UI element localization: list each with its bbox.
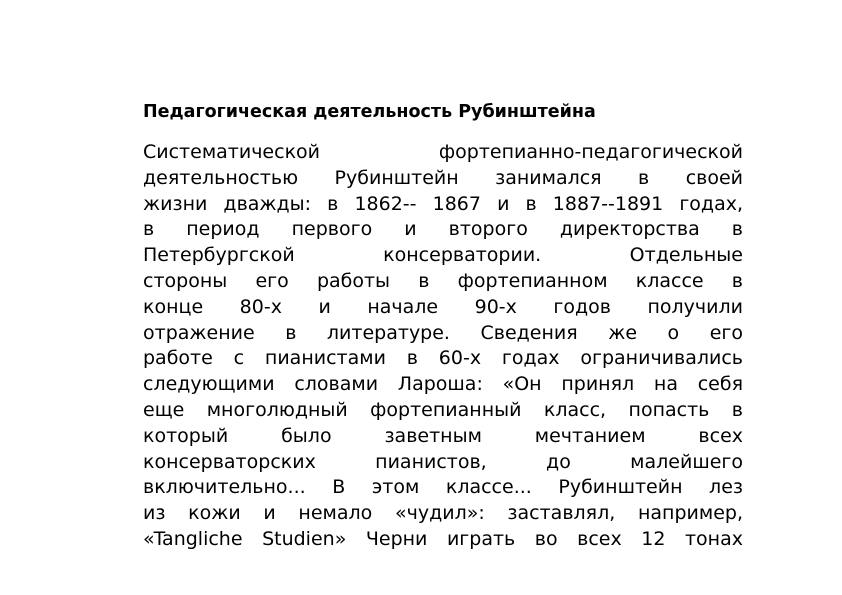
body-line-3: жизни дважды: в 1862-- 1867 и в 1887--1891 годах, [143,192,743,215]
body-line-4: в период первого и второго директорства в [143,218,743,241]
body-line-15: из кожи и немало «чудил»: заставлял, например, [143,502,743,525]
body-line-16: «Tangliche Studien» Черни играть во всех 12 тонах [143,527,743,550]
slide-title: Педагогическая деятельность Рубинштейна [143,102,596,122]
body-line-11: еще многолюдный фортепианный класс, попасть в [143,398,743,421]
body-line-12: который было заветным мечтанием всех [143,424,743,447]
body-line-14: включительно... В этом классе... Рубинштейн лез [143,476,743,499]
body-line-10: следующими словами Лароша: «Он принял на себя [143,373,743,396]
body-line-8: отражение в литературе. Сведения же о его [143,321,743,344]
body-line-9: работе с пианистами в 60-х годах ограничивались [143,347,743,370]
body-line-6: стороны его работы в фортепианном классе в [143,269,743,292]
body-line-13: консерваторских пианистов, до малейшего [143,450,743,473]
body-line-5: Петербургской консерватории. Отдельные [143,244,743,267]
body-line-2: деятельностью Рубинштейн занимался в своей [143,166,743,189]
slide-body-text [143,140,743,553]
body-line-1: Систематической фортепианно-педагогической [143,141,743,163]
body-line-7: конце 80-х и начале 90-х годов получили [143,295,743,318]
